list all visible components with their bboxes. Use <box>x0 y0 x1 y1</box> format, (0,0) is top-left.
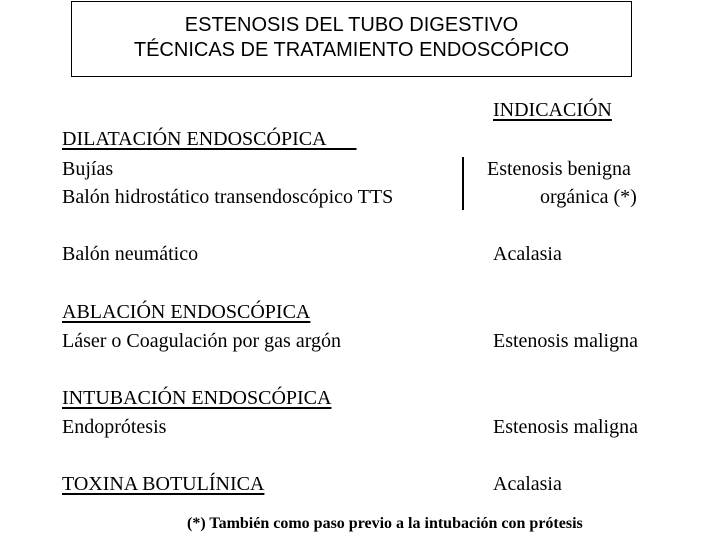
intubacion-heading: INTUBACIÓN ENDOSCÓPICA <box>62 387 332 409</box>
title-line-1: ESTENOSIS DEL TUBO DIGESTIVO <box>184 14 519 36</box>
dilatacion-indication-organica: orgánica (*) <box>540 186 637 208</box>
ablacion-heading: ABLACIÓN ENDOSCÓPICA <box>62 301 311 323</box>
dilatacion-item-balon-neumatico: Balón neumático <box>62 243 199 265</box>
toxina-indication: Acalasia <box>493 473 562 495</box>
title-box <box>71 1 632 77</box>
ablacion-item-laser: Láser o Coagulación por gas argón <box>62 330 341 352</box>
footnote: (*) También como paso previo a la intubación con prótesis <box>187 515 583 532</box>
dilatacion-item-balon-hidrostatico: Balón hidrostático transendoscópico TTS <box>62 186 394 208</box>
intubacion-item-endoprotesis: Endoprótesis <box>62 416 167 438</box>
ablacion-indication: Estenosis maligna <box>493 330 638 352</box>
dilatacion-item-bujias: Bujías <box>62 158 114 180</box>
dilatacion-indication-acalasia: Acalasia <box>493 243 562 265</box>
title-line-2: TÉCNICAS DE TRATAMIENTO ENDOSCÓPICO <box>133 39 570 61</box>
indication-header: INDICACIÓN <box>493 99 612 121</box>
intubacion-indication: Estenosis maligna <box>493 416 638 438</box>
dilatacion-heading: DILATACIÓN ENDOSCÓPICA <box>62 128 327 150</box>
vertical-divider <box>462 157 464 210</box>
dilatacion-indication-benigna: Estenosis benigna <box>487 158 631 180</box>
toxina-heading: TOXINA BOTULÍNICA <box>62 473 265 495</box>
